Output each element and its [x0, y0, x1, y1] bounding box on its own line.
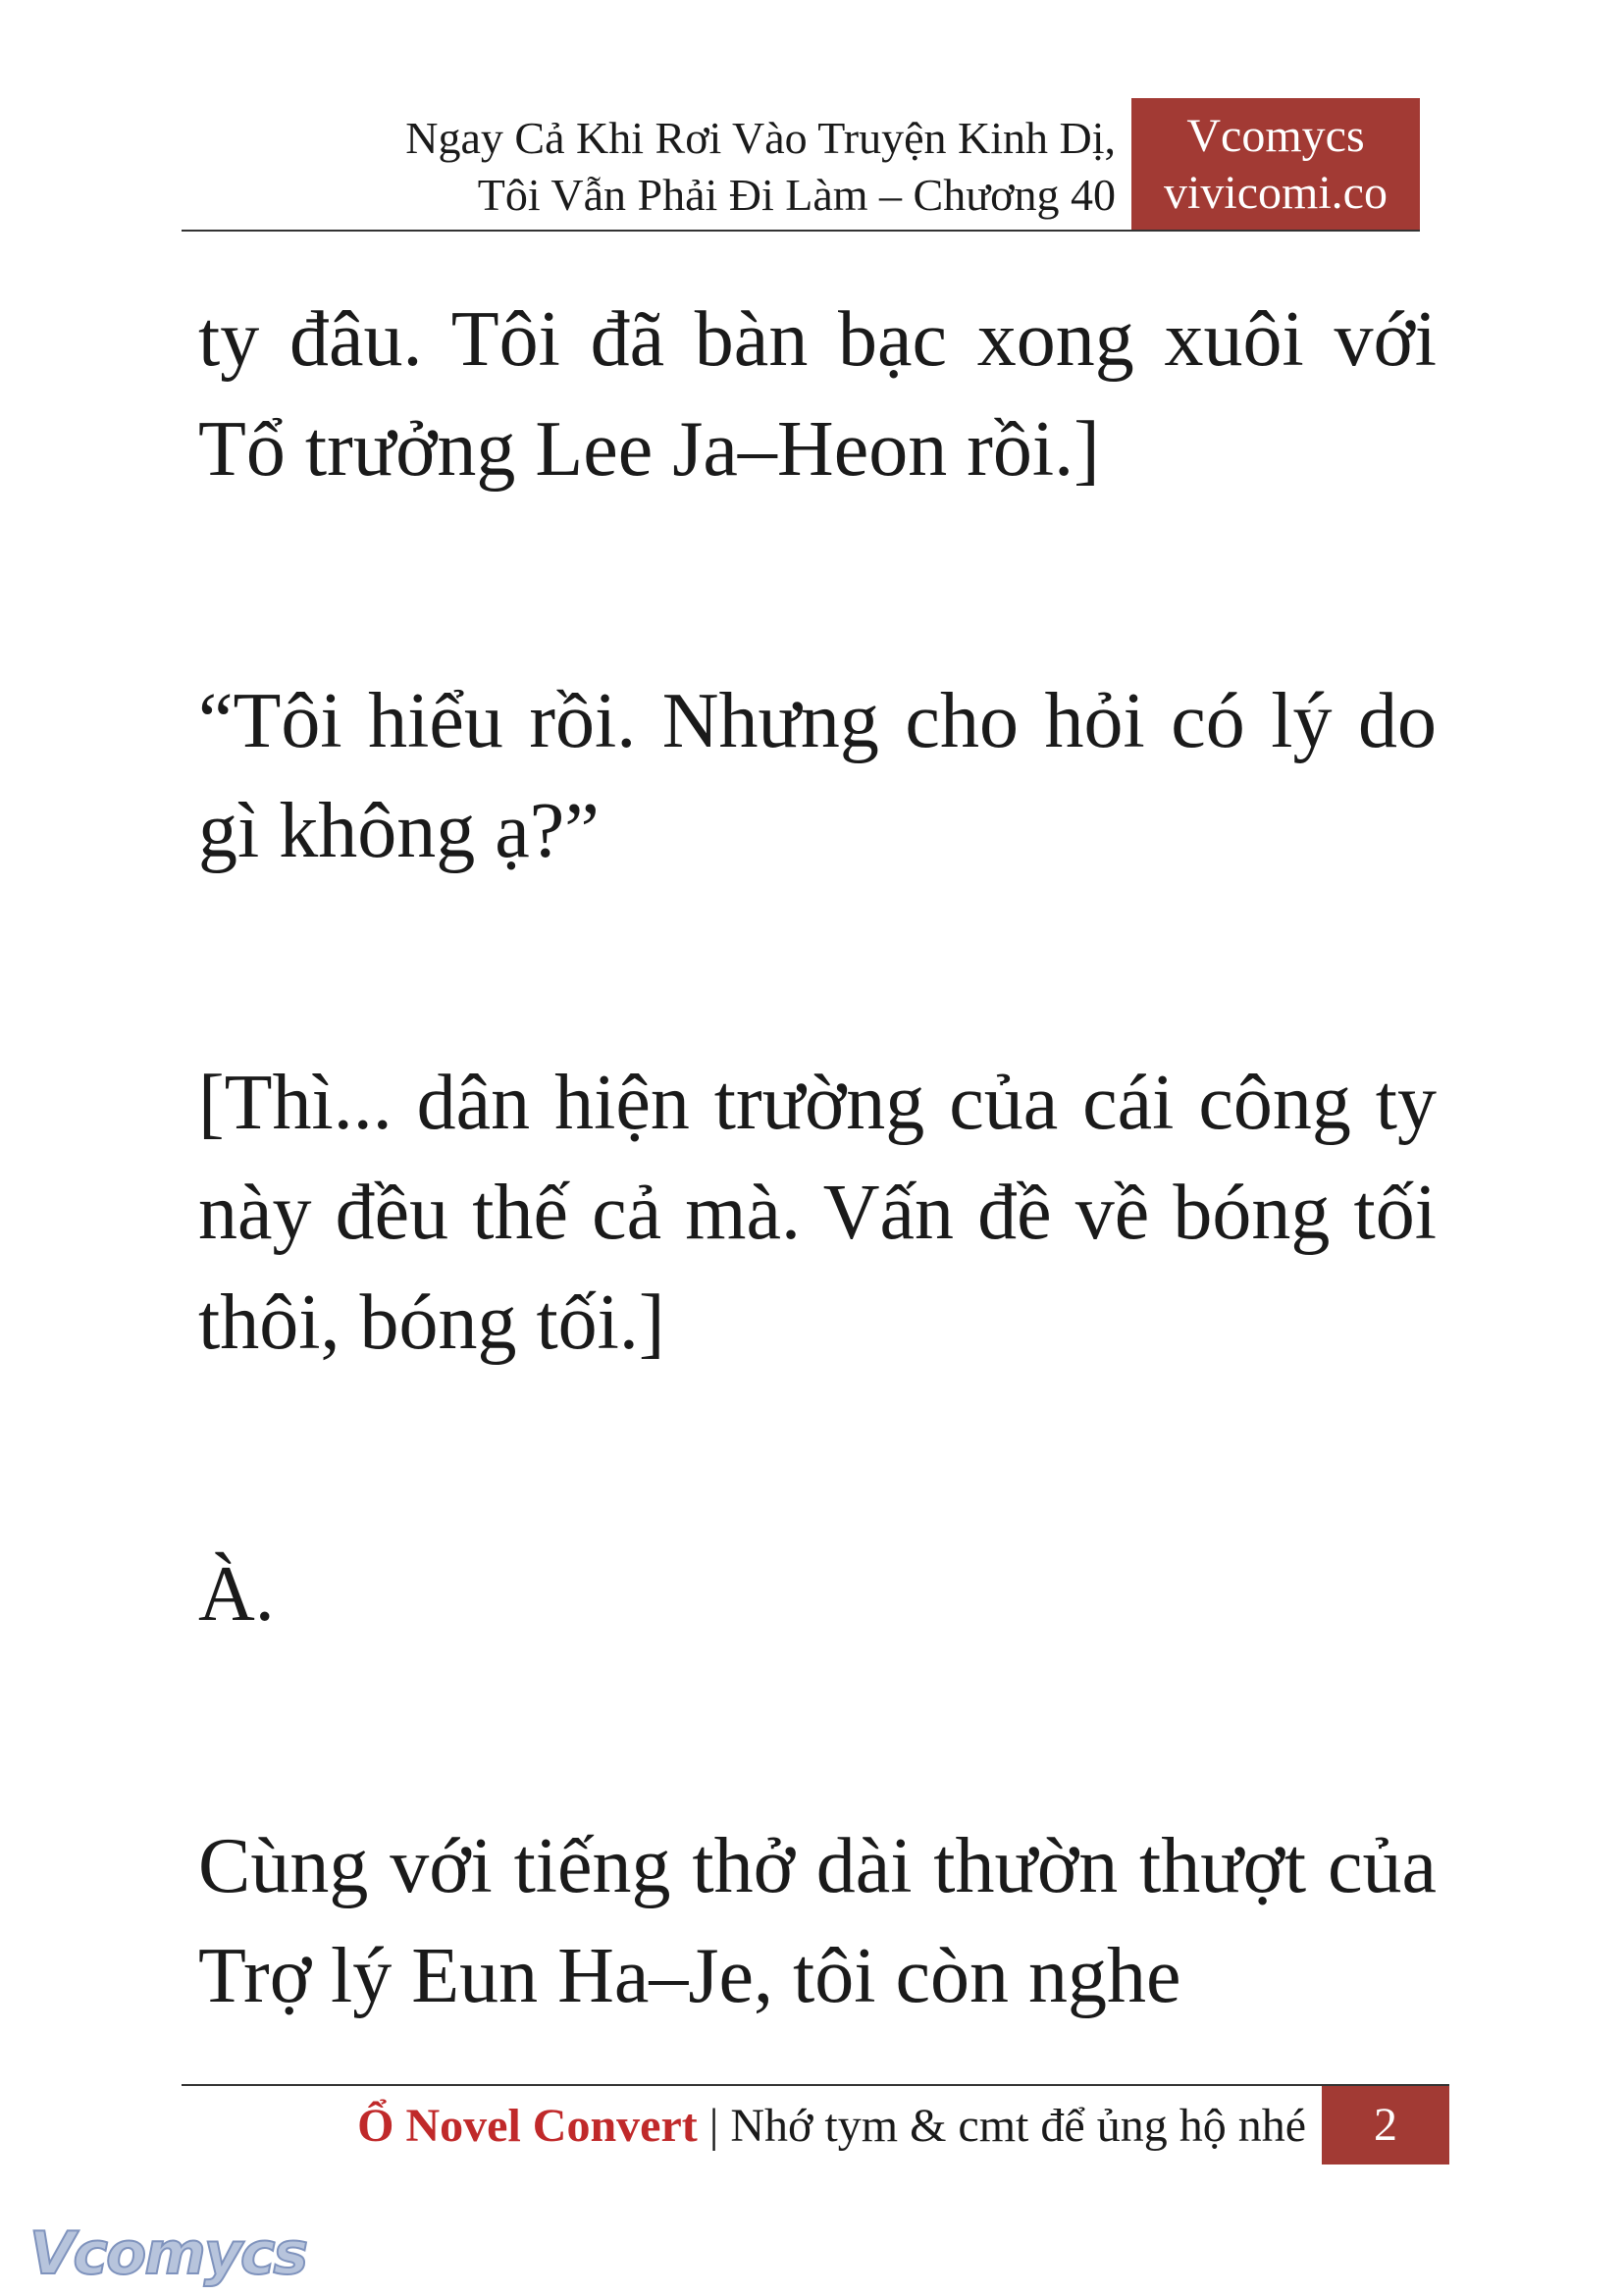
- paragraph-3: [Thì... dân hiện trường của cái công ty này đều thế cả mà. Vấn đề về bóng tối thôi, bóng tối.]: [198, 1060, 1437, 1366]
- paragraph-1: ty đâu. Tôi đã bàn bạc xong xuôi với Tổ trưởng Lee Ja–Heon rồi.]: [198, 296, 1437, 493]
- watermark-logo: Vcomycs: [29, 2219, 307, 2288]
- chapter-title: [405, 110, 1116, 224]
- paragraph-2: “Tôi hiểu rồi. Nhưng cho hỏi có lý do gì không ạ?”: [198, 678, 1437, 874]
- footer-brand: Ổ Novel Convert: [357, 2100, 698, 2152]
- footer-text: [357, 2096, 1306, 2157]
- chapter-title-line2: Tôi Vẫn Phải Đi Làm – Chương 40: [477, 170, 1116, 220]
- paragraph-5: Cùng với tiếng thở dài thườn thượt của Trợ lý Eun Ha–Je, tôi còn nghe: [198, 1823, 1437, 2019]
- chapter-content: [198, 285, 1437, 2193]
- page-footer: [182, 2084, 1449, 2165]
- footer-separator: |: [708, 2100, 719, 2152]
- brand-site: vivicomi.co: [1164, 167, 1388, 219]
- paragraph-4: À.: [198, 1551, 275, 1638]
- chapter-title-line1: Ngay Cả Khi Rơi Vào Truyện Kinh Dị,: [405, 113, 1116, 163]
- brand-name: Vcomycs: [1186, 110, 1365, 162]
- footer-message: Nhớ tym & cmt để ủng hộ nhé: [730, 2100, 1306, 2152]
- page-header: [182, 98, 1420, 232]
- page-number: 2: [1322, 2086, 1449, 2165]
- brand-badge: [1131, 98, 1420, 230]
